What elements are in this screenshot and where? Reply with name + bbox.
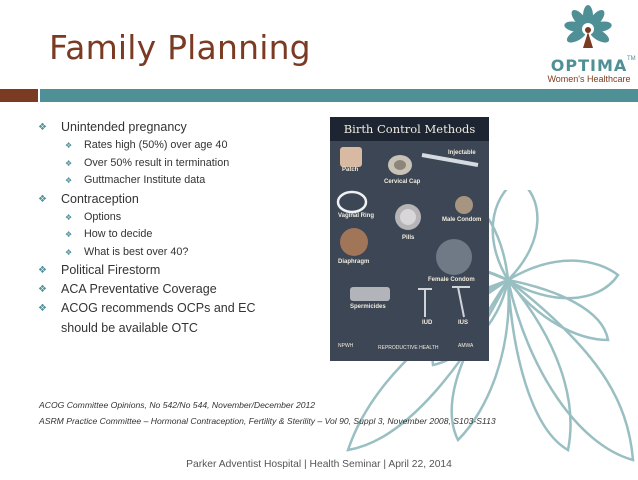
slide-footer: Parker Adventist Hospital | Health Seminar | April 22, 2014 [186,459,452,470]
header-band-teal [40,89,638,102]
page-title: Family Planning [49,28,311,67]
diamond-bullet-icon: ❖ [38,122,47,133]
spermicides-image [350,287,390,301]
poster-label: Female Condom [428,277,475,283]
bullet-list [36,118,256,338]
birth-control-poster [330,117,489,361]
reference-line: ASRM Practice Committee – Hormonal Contraception, Fertility & Sterility – Vol 90, Suppl 3, November 2008, S103-S113 [39,416,496,426]
bullet-item: ❖ Contraception [36,190,256,209]
diamond-bullet-icon: ❖ [38,284,47,295]
poster-title: Birth Control Methods [330,117,489,141]
bullet-item: ❖ Unintended pregnancy [36,118,256,137]
bullet-item: ❖ ACOG recommends OCPs and EC [36,299,256,318]
poster-label: IUS [458,320,469,326]
diamond-bullet-icon: ❖ [65,141,73,150]
iud-image [418,289,432,317]
sub-bullet-item: ❖ Rates high (50%) over age 40 [36,137,256,155]
bullet-item: ❖ Political Firestorm [36,261,256,280]
bullet-continuation: should be available OTC [61,321,198,335]
diamond-bullet-icon: ❖ [65,247,73,257]
logo-subtitle: Women's Healthcare [547,74,631,84]
poster-footer-logo: REPRODUCTIVE HEALTH [378,345,439,351]
male-condom-image [455,196,473,214]
sub-bullet-item: ❖ Options [36,209,256,227]
logo [543,4,636,90]
poster-label: Cervical Cap [384,179,421,185]
poster-label: Diaphragm [338,259,370,265]
references [39,397,496,429]
poster-label: IUD [422,320,433,326]
diamond-bullet-icon: ❖ [38,303,47,314]
diamond-bullet-icon: ❖ [65,212,73,222]
diamond-bullet-icon: ❖ [38,193,47,205]
poster-footer-logo: NPWH [338,343,354,349]
diamond-bullet-icon: ❖ [65,158,73,168]
sub-bullet-item: ❖ What is best over 40? [36,244,256,262]
diamond-bullet-icon: ❖ [65,176,73,185]
poster-label: Pills [402,235,415,241]
logo-trademark: TM [627,56,636,62]
sub-bullet-item: ❖ Over 50% result in termination [36,155,256,173]
diaphragm-image [340,228,368,256]
injectable-image [422,155,478,165]
diamond-bullet-icon: ❖ [38,265,47,276]
poster-footer-logo: AMWA [458,343,474,349]
poster-label: Patch [342,167,359,173]
sub-bullet-item: ❖ How to decide [36,226,256,244]
reference-line: ACOG Committee Opinions, No 542/No 544, November/December 2012 [39,400,316,410]
poster-label: Vaginal Ring [338,213,375,219]
sub-bullet-item: ❖ Guttmacher Institute data [36,172,256,190]
poster-label: Injectable [448,150,476,156]
female-condom-image [436,239,472,275]
lotus-logo-icon [563,4,613,54]
ius-image [452,287,470,317]
poster-label: Spermicides [350,304,386,310]
diamond-bullet-icon: ❖ [65,230,73,239]
patch-image [340,147,362,167]
poster-label: Male Condom [442,217,482,223]
vaginal-ring-image [338,192,366,212]
header-band-brown [0,89,38,102]
logo-name: OPTIMA [550,56,628,75]
bullet-item: ❖ ACA Preventative Coverage [36,280,256,299]
